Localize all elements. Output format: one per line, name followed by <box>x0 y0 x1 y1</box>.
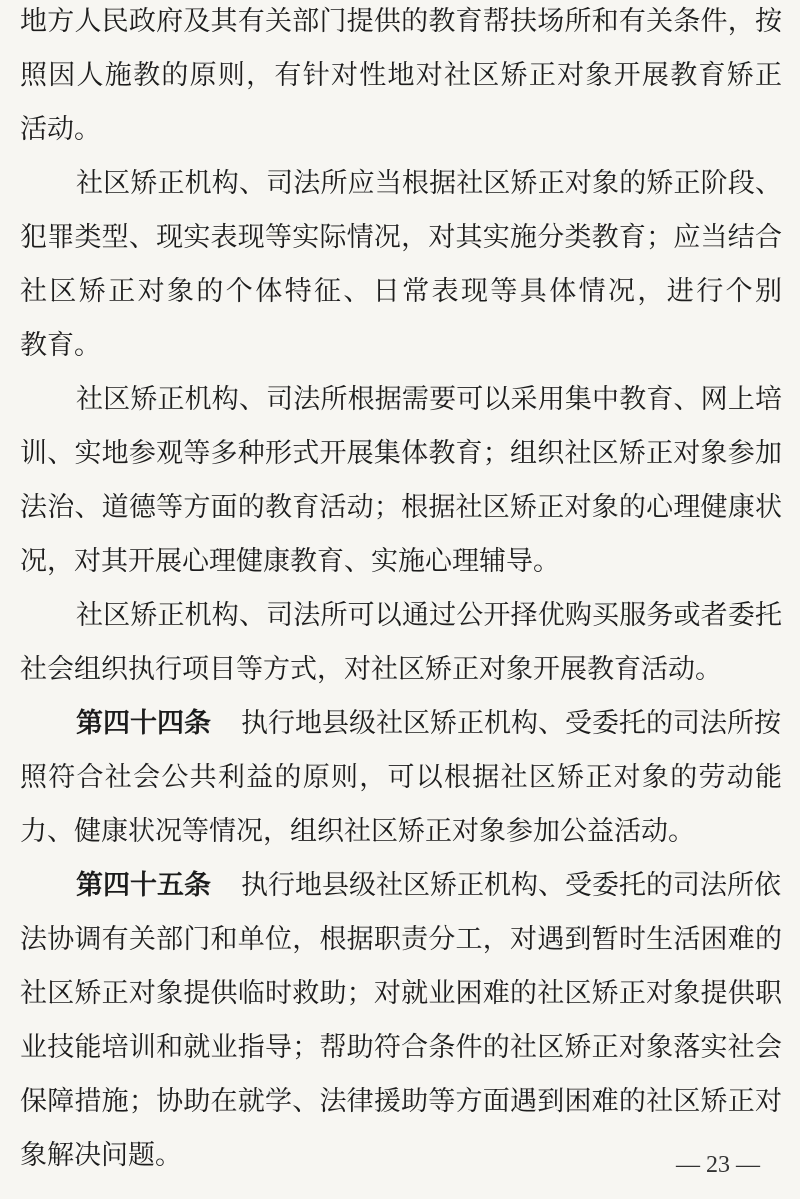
text-line: 社会组织执行项目等方式，对社区矫正对象开展教育活动。 <box>20 654 722 685</box>
text-line: 照因人施教的原则，有针对性地对社区矫正对象开展教育矫正 <box>20 60 782 91</box>
text-line: 况，对其开展心理健康教育、实施心理辅导。 <box>20 546 560 577</box>
text-line: 犯罪类型、现实表现等实际情况，对其实施分类教育；应当结合 <box>20 222 782 253</box>
article-text: 执行地县级社区矫正机构、受委托的司法所依 <box>241 870 781 901</box>
text-line: 法治、道德等方面的教育活动；根据社区矫正对象的心理健康状 <box>20 492 782 523</box>
article-45-first-line <box>20 869 782 903</box>
text-line: 活动。 <box>20 114 101 145</box>
text-line: 地方人民政府及其有关部门提供的教育帮扶场所和有关条件，按 <box>20 6 782 37</box>
text-line: 社区矫正对象的个体特征、日常表现等具体情况，进行个别 <box>20 276 782 307</box>
page-number: — 23 — <box>676 1152 760 1178</box>
text-line: 社区矫正对象提供临时救助；对就业困难的社区矫正对象提供职 <box>20 978 782 1009</box>
article-number-45: 第四十五条 <box>76 870 211 901</box>
text-line: 力、健康状况等情况，组织社区矫正对象参加公益活动。 <box>20 816 695 847</box>
text-line: 训、实地参观等多种形式开展集体教育；组织社区矫正对象参加 <box>20 438 782 469</box>
text-line: 法协调有关部门和单位，根据职责分工，对遇到暂时生活困难的 <box>20 924 782 955</box>
paragraph-first-line: 社区矫正机构、司法所应当根据社区矫正对象的矫正阶段、 <box>76 168 782 199</box>
paragraph-first-line: 社区矫正机构、司法所根据需要可以采用集中教育、网上培 <box>76 384 782 415</box>
text-line: 象解决问题。 <box>20 1140 182 1171</box>
article-number-44: 第四十四条 <box>76 708 211 739</box>
text-line: 保障措施；协助在就学、法律援助等方面遇到困难的社区矫正对 <box>20 1086 782 1117</box>
text-line: 照符合社会公共利益的原则，可以根据社区矫正对象的劳动能 <box>20 762 782 793</box>
article-44-first-line <box>20 707 782 741</box>
text-line: 业技能培训和就业指导；帮助符合条件的社区矫正对象落实社会 <box>20 1032 782 1063</box>
paragraph-first-line: 社区矫正机构、司法所可以通过公开择优购买服务或者委托 <box>76 600 782 631</box>
article-text: 执行地县级社区矫正机构、受委托的司法所按 <box>241 708 781 739</box>
text-line: 教育。 <box>20 330 101 361</box>
